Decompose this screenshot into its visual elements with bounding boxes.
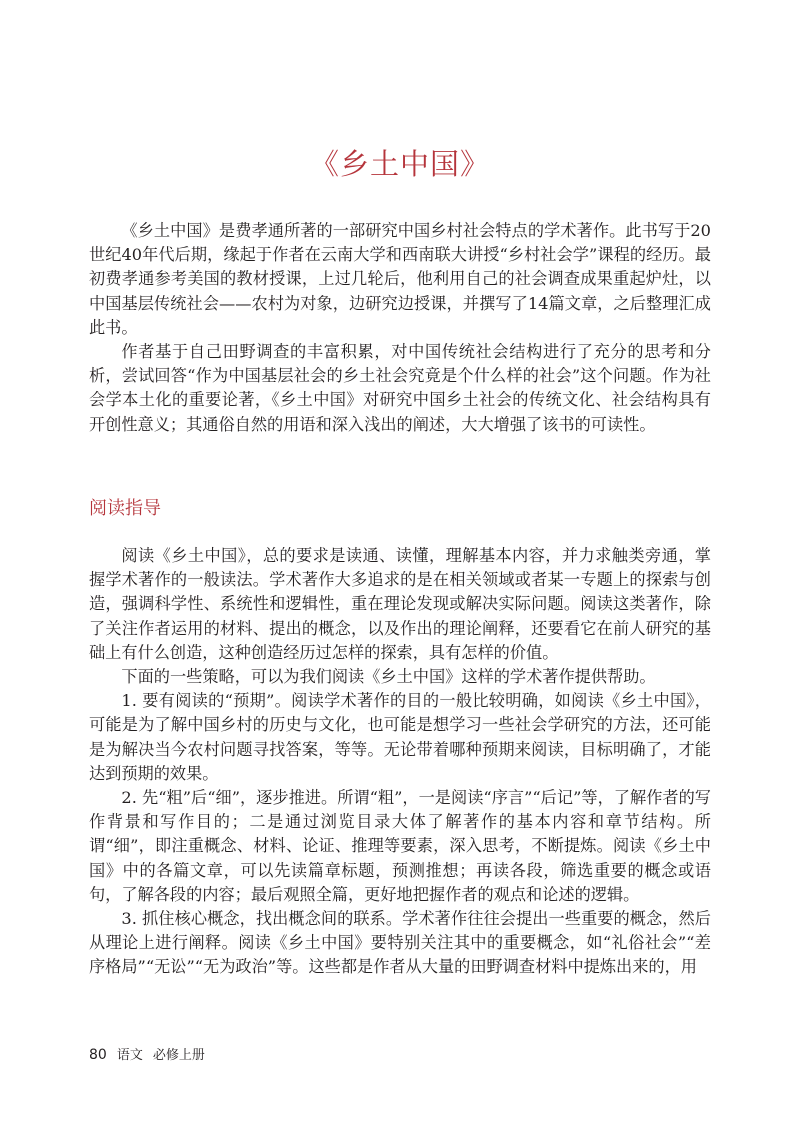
footer-book-name: 必修上册 [152, 1048, 205, 1063]
section-heading: 阅读指导 [89, 498, 161, 519]
intro-paragraph: 《乡土中国》是费孝通所著的一部研究中国乡村社会特点的学术著作。此书写于20世纪40年代后期，缘起于作者在云南大学和西南联大讲授“乡村社会学”课程的经历。最初费孝通参考美国的教材授课，上过几轮后，他利用自己的社会调查成果重起炉灶，以中国基层传统社会——农村为对象，边研究边授课，并撰写了14篇文章，之后整理汇成此书。 [89, 221, 711, 337]
guide-paragraph: 3. 抓住核心概念，找出概念间的联系。学术著作往往会提出一些重要的概念，然后从理论上进行阐释。阅读《乡土中国》要特别关注其中的重要概念，如“礼俗社会”“差序格局”“无讼”“无为政治”等。这些都是作者从大量的田野调查材料中提炼出来的，用 [89, 909, 711, 977]
intro-paragraph: 作者基于自己田野调查的丰富积累，对中国传统社会结构进行了充分的思考和分析，尝试回答“作为中国基层社会的乡土社会究竟是个什么样的社会”这个问题。作为社会学本土化的重要论著，《乡土中国》对研究中国乡土社会的传统文化、社会结构具有开创性意义；其通俗自然的用语和深入浅出的阐述，大大增强了该书的可读性。 [89, 342, 711, 434]
reading-guide-section [89, 544, 711, 980]
guide-paragraph: 2. 先“粗”后“细”，逐步推进。所谓“粗”，一是阅读“序言”“后记”等，了解作者的写作背景和写作目的；二是通过浏览目录大体了解著作的基本内容和章节结构。所谓“细”，即注重概念、材料、论证、推理等要素，深入思考，不断提炼。阅读《乡土中国》中的各篇文章，可以先读篇章标题，预测推想；再读各段，筛选重要的概念或语句，了解各段的内容；最后观照全篇，更好地把握作者的观点和论述的逻辑。 [89, 788, 711, 904]
intro-section [89, 219, 711, 437]
guide-paragraph: 1. 要有阅读的“预期”。阅读学术著作的目的一般比较明确，如阅读《乡土中国》，可能是为了解中国乡村的历史与文化，也可能是想学习一些社会学研究的方法，还可能是为解决当今农村问题寻找答案，等等。无论带着哪种预期来阅读，目标明确了，才能达到预期的效果。 [89, 691, 711, 783]
guide-paragraph: 阅读《乡土中国》，总的要求是读通、读懂，理解基本内容，并力求触类旁通，掌握学术著作的一般读法。学术著作大多追求的是在相关领域或者某一专题上的探索与创造，强调科学性、系统性和逻辑性，重在理论发现或解决实际问题。阅读这类著作，除了关注作者运用的材料、提出的概念，以及作出的理论阐释，还要看它在前人研究的基础上有什么创造，这种创造经历过怎样的探索，具有怎样的价值。 [89, 546, 711, 662]
page-title: 《乡土中国》 [309, 147, 490, 181]
page-number: 80 [89, 1047, 107, 1063]
guide-paragraph: 下面的一些策略，可以为我们阅读《乡土中国》这样的学术著作提供帮助。 [121, 667, 656, 687]
footer-subject: 语文 [116, 1048, 143, 1063]
page-footer [89, 1044, 205, 1063]
